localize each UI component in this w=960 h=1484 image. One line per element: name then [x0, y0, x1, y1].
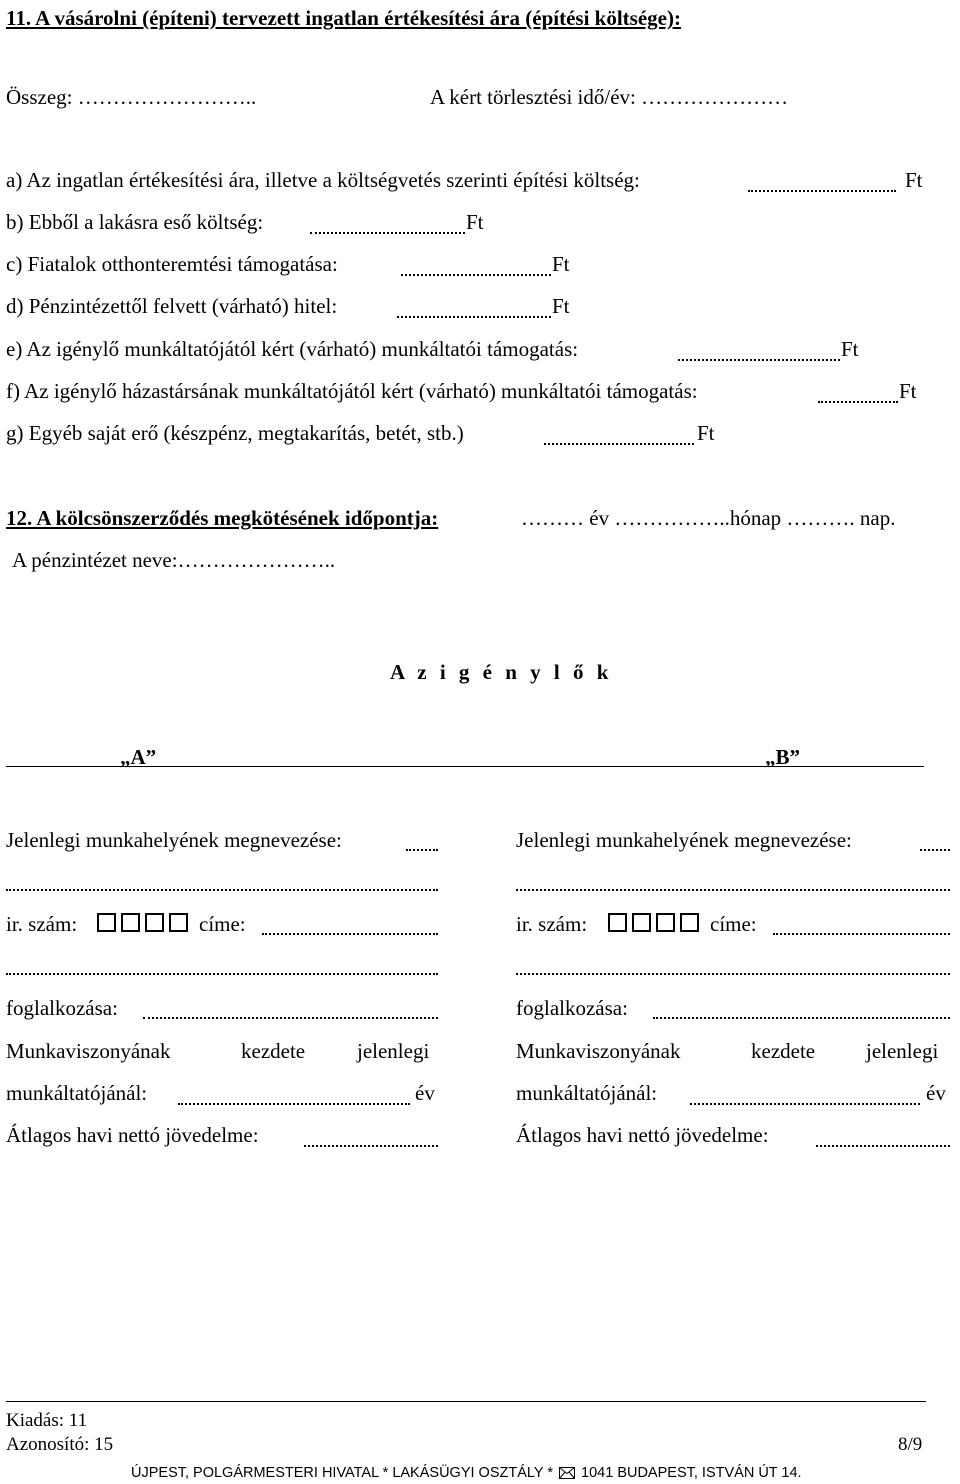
b-zip-label: ir. szám:: [516, 912, 588, 936]
item-a-label: a) Az ingatlan értékesítési ára, illetve a költségvetés szerinti építési költség:: [6, 168, 640, 192]
item-b-label: b) Ebből a lakásra eső költség:: [6, 210, 264, 234]
b-start-word-3: jelenlegi: [866, 1039, 939, 1063]
footer-address-left: ÚJPEST, POLGÁRMESTERI HIVATAL * LAKÁSÜGYI OSZTÁLY *: [131, 1465, 553, 1481]
b-address-field[interactable]: [773, 933, 950, 935]
repayment-period-label: A kért törlesztési idő/év: …………………: [430, 85, 789, 109]
a-occupation-field[interactable]: [143, 1017, 438, 1019]
applicant-b-label: „B”: [765, 745, 801, 769]
item-f-label: f) Az igénylő házastársának munkáltatójától kért (várható) munkáltatói támogatás:: [6, 379, 698, 403]
item-d-currency: Ft: [552, 294, 570, 318]
a-start-word-3: jelenlegi: [357, 1039, 430, 1063]
a-zip-box-4[interactable]: [169, 913, 188, 932]
footer-address: [131, 1464, 802, 1484]
applicants-header-rule: [6, 766, 924, 767]
b-year-suffix: év: [926, 1081, 946, 1105]
item-a-field[interactable]: [748, 190, 896, 192]
section-11-title: 11. A vásárolni (építeni) tervezett ingatlan értékesítési ára (építési költsége):: [6, 6, 681, 30]
b-start-field[interactable]: [690, 1103, 920, 1105]
b-start-word-1: Munkaviszonyának: [516, 1039, 681, 1063]
a-start-field[interactable]: [178, 1103, 410, 1105]
item-d-field[interactable]: [397, 316, 551, 318]
b-workplace-label: Jelenlegi munkahelyének megnevezése:: [516, 828, 852, 852]
item-c-field[interactable]: [401, 274, 551, 276]
footer-rule: [6, 1401, 926, 1402]
item-d-label: d) Pénzintézettől felvett (várható) hitel:: [6, 294, 338, 318]
contract-date-field[interactable]: ……… év ……………..hónap ………. nap.: [521, 506, 896, 530]
envelope-icon: [559, 1466, 575, 1484]
a-start-word-1: Munkaviszonyának: [6, 1039, 171, 1063]
b-income-label: Átlagos havi nettó jövedelme:: [516, 1123, 769, 1147]
item-c-label: c) Fiatalok otthonteremtési támogatása:: [6, 252, 338, 276]
a-year-suffix: év: [415, 1081, 435, 1105]
a-income-field[interactable]: [304, 1145, 438, 1147]
bank-name-label[interactable]: A pénzintézet neve:…………………..: [12, 548, 336, 572]
b-zip-box-2[interactable]: [632, 913, 651, 932]
item-b-field[interactable]: [310, 232, 465, 234]
footer-address-right: 1041 BUDAPEST, ISTVÁN ÚT 14.: [581, 1465, 802, 1481]
b-start-label: munkáltatójánál:: [516, 1081, 658, 1105]
applicant-a-label: „A”: [120, 745, 157, 769]
a-start-label: munkáltatójánál:: [6, 1081, 148, 1105]
item-f-field[interactable]: [818, 401, 898, 403]
b-zip-box-1[interactable]: [608, 913, 627, 932]
footer-edition: Kiadás: 11: [6, 1410, 88, 1431]
a-workplace-field-2[interactable]: [6, 889, 438, 891]
b-address-label: címe:: [710, 912, 757, 936]
b-zip-box-4[interactable]: [680, 913, 699, 932]
a-zip-box-3[interactable]: [145, 913, 164, 932]
item-e-label: e) Az igénylő munkáltatójától kért (várható) munkáltatói támogatás:: [6, 337, 579, 361]
b-occupation-label: foglalkozása:: [516, 996, 628, 1020]
a-income-label: Átlagos havi nettó jövedelme:: [6, 1123, 259, 1147]
b-income-field[interactable]: [816, 1145, 950, 1147]
item-a-currency: Ft: [905, 168, 923, 192]
a-workplace-field[interactable]: [406, 849, 438, 851]
item-e-currency: Ft: [841, 337, 859, 361]
b-zip-box-3[interactable]: [656, 913, 675, 932]
b-address-field-2[interactable]: [516, 973, 950, 975]
item-g-currency: Ft: [697, 421, 715, 445]
b-workplace-field-2[interactable]: [516, 889, 950, 891]
b-workplace-field[interactable]: [920, 849, 950, 851]
section-12-title: 12. A kölcsönszerződés megkötésének időpontja:: [6, 506, 439, 530]
a-workplace-label: Jelenlegi munkahelyének megnevezése:: [6, 828, 342, 852]
item-c-currency: Ft: [552, 252, 570, 276]
footer-identifier: Azonosító: 15: [6, 1434, 114, 1455]
a-zip-box-1[interactable]: [97, 913, 116, 932]
a-start-word-2: kezdete: [241, 1039, 306, 1063]
item-b-currency: Ft: [466, 210, 484, 234]
item-g-label: g) Egyéb saját erő (készpénz, megtakarítás, betét, stb.): [6, 421, 464, 445]
a-zip-box-2[interactable]: [121, 913, 140, 932]
item-e-field[interactable]: [678, 359, 840, 361]
a-address-field-2[interactable]: [6, 973, 438, 975]
item-f-currency: Ft: [899, 379, 917, 403]
b-occupation-field[interactable]: [653, 1017, 950, 1019]
item-g-field[interactable]: [544, 443, 694, 445]
b-start-word-2: kezdete: [751, 1039, 816, 1063]
a-address-label: címe:: [199, 912, 246, 936]
footer-page-number: 8/9: [898, 1434, 923, 1455]
amount-label: Összeg: ……………………..: [6, 85, 257, 109]
a-occupation-label: foglalkozása:: [6, 996, 118, 1020]
a-zip-label: ir. szám:: [6, 912, 78, 936]
applicants-heading: A z i g é n y l ő k: [390, 660, 613, 684]
a-address-field[interactable]: [262, 933, 438, 935]
